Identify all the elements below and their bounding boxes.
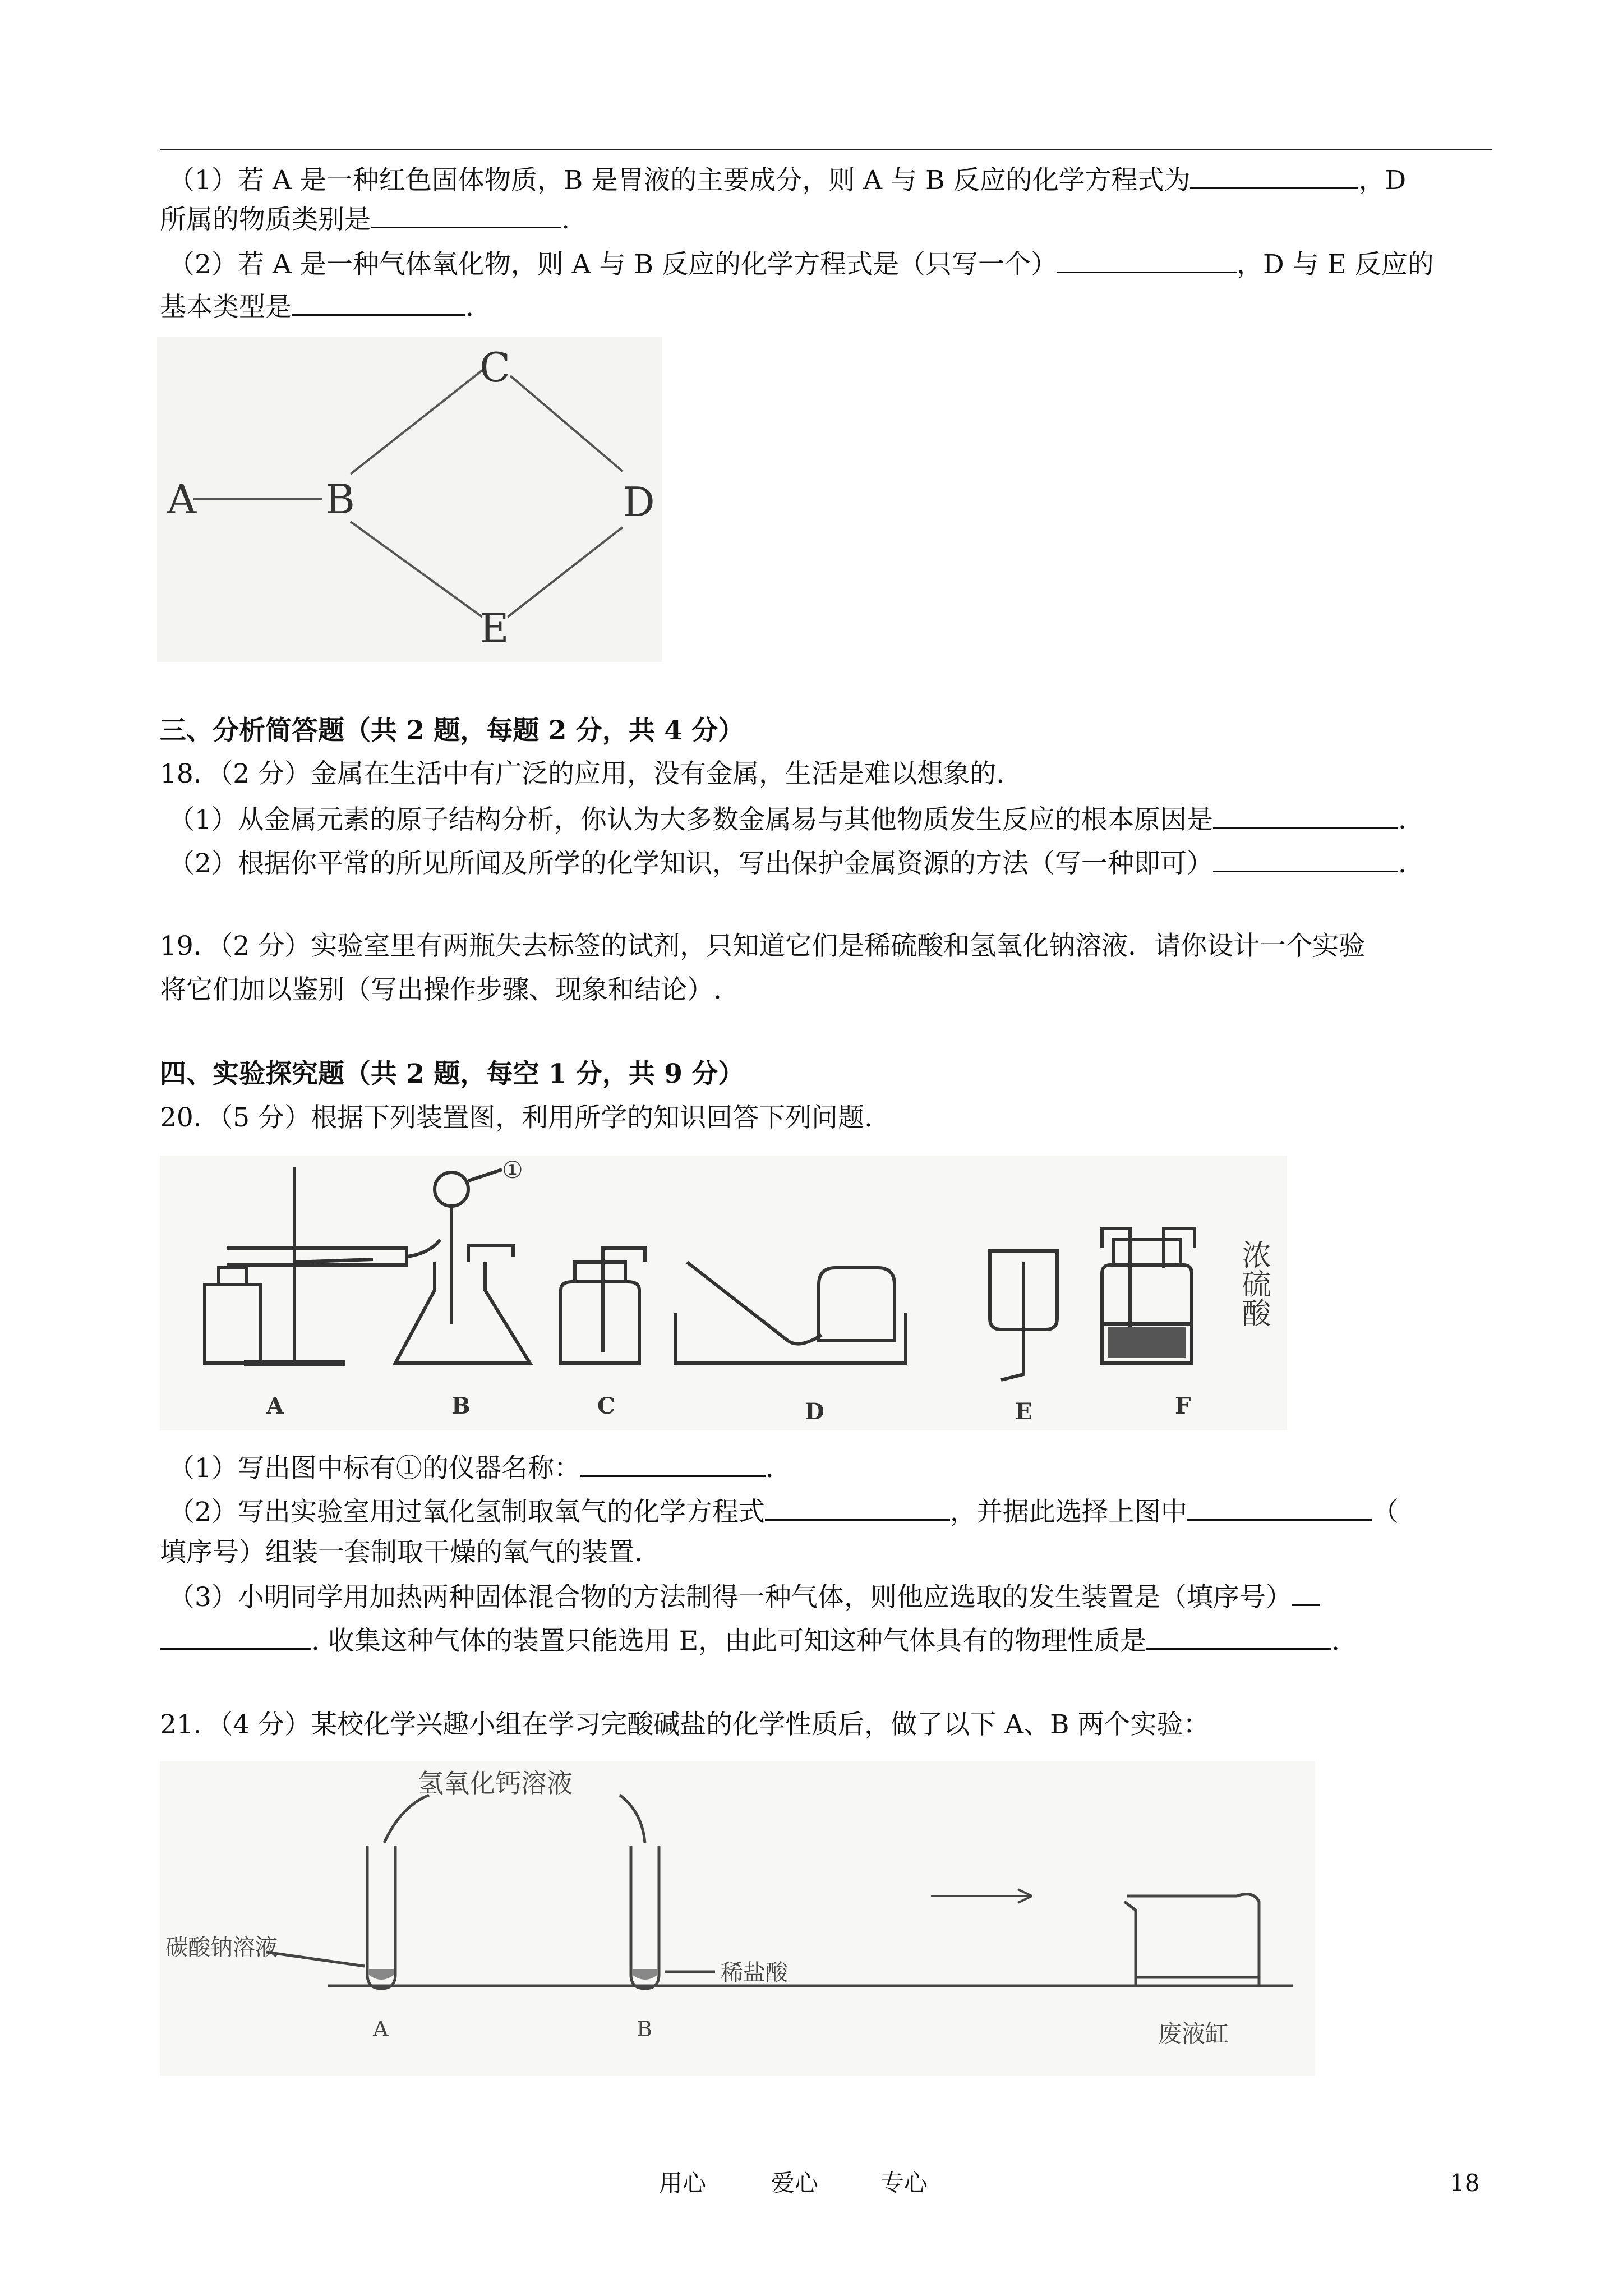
footer-word-1: 用心 — [659, 2169, 707, 2197]
answer-blank[interactable] — [1146, 1619, 1331, 1650]
q18-stem: 18．（2 分）金属在生活中有广泛的应用，没有金属，生活是难以想象的. — [160, 758, 1005, 789]
q18-part1: （1）从金属元素的原子结构分析，你认为大多数金属易与其他物质发生反应的根本原因是 . — [168, 798, 1503, 840]
q20-part2-line1: （2）写出实验室用过氧化氢制取氧气的化学方程式 ，并据此选择上图中 （ — [168, 1490, 1503, 1532]
node-e: E — [479, 605, 509, 652]
figure-background — [160, 1761, 1315, 2076]
q17-part1-line1: （1）若 A 是一种红色固体物质，B 是胃液的主要成分，则 A 与 B 反应的化学方程式为 ，D — [168, 158, 1503, 200]
label-f: F — [1175, 1393, 1191, 1419]
q21-stem: 21．（4 分）某校化学兴趣小组在学习完酸碱盐的化学性质后，做了以下 A、B 两个实验： — [160, 1709, 1210, 1740]
relation-diagram — [157, 337, 662, 662]
answer-blank[interactable] — [580, 1446, 766, 1477]
answer-blank[interactable] — [1190, 158, 1358, 189]
test-tube-figure — [160, 1761, 1315, 2076]
page-number: 18 — [1450, 2169, 1480, 2197]
answer-blank[interactable] — [160, 1619, 311, 1650]
answer-blank[interactable] — [1292, 1575, 1320, 1606]
label-b: B — [451, 1393, 471, 1419]
label-e: E — [1015, 1398, 1032, 1425]
answer-blank[interactable] — [292, 285, 465, 316]
q20-part1: （1）写出图中标有①的仪器名称： . — [168, 1446, 1503, 1488]
apparatus-figure — [160, 1156, 1287, 1430]
label-a: A — [266, 1393, 284, 1419]
label-concentrated-sulfuric-acid: 浓硫酸 — [1237, 1240, 1270, 1327]
node-b: B — [325, 476, 355, 523]
label-circled-1: ① — [502, 1156, 523, 1184]
label-b: B — [637, 2017, 652, 2041]
label-a: A — [373, 2017, 389, 2041]
node-c: C — [479, 344, 511, 391]
q17-part2-line1: （2）若 A 是一种气体氧化物，则 A 与 B 反应的化学方程式是（只写一个） ，D 与 E 反应的 — [168, 242, 1503, 284]
q20-part3-line1: （3）小明同学用加热两种固体混合物的方法制得一种气体，则他应选取的发生装置是（填序号） — [168, 1575, 1503, 1617]
answer-blank[interactable] — [765, 1490, 950, 1521]
label-dilute-hcl: 稀盐酸 — [721, 1960, 788, 1986]
q17-part2-line2: 基本类型是 . — [160, 285, 1495, 327]
answer-blank[interactable] — [1057, 242, 1237, 273]
label-waste-tank: 废液缸 — [1158, 2020, 1229, 2047]
answer-blank[interactable] — [1213, 841, 1398, 872]
answer-blank[interactable] — [371, 197, 561, 228]
q18-part2: （2）根据你平常的所见所闻及所学的化学知识，写出保护金属资源的方法（写一种即可） . — [168, 841, 1503, 884]
footer-word-2: 爱心 — [771, 2169, 819, 2197]
q17-part1-line2: 所属的物质类别是 . — [160, 197, 1495, 240]
header-rule — [160, 149, 1492, 150]
section-4-heading: 四、实验探究题（共 2 题，每空 1 分，共 9 分） — [160, 1059, 745, 1089]
node-a: A — [167, 476, 196, 523]
footer-word-3: 专心 — [880, 2169, 928, 2197]
label-d: D — [805, 1398, 824, 1425]
figure-background — [160, 1156, 1287, 1430]
q19-line2: 将它们加以鉴别（写出操作步骤、现象和结论）. — [160, 974, 722, 1005]
label-sodium-carbonate: 碳酸钠溶液 — [165, 1935, 278, 1961]
label-calcium-hydroxide: 氢氧化钙溶液 — [418, 1768, 573, 1798]
node-d: D — [623, 478, 655, 526]
section-3-heading: 三、分析简答题（共 2 题，每题 2 分，共 4 分） — [160, 715, 745, 746]
q20-stem: 20．（5 分）根据下列装置图，利用所学的知识回答下列问题. — [160, 1102, 873, 1133]
q19-line1: 19．（2 分）实验室里有两瓶失去标签的试剂，只知道它们是稀硫酸和氢氧化钠溶液．请你设计一个实验 — [160, 931, 1366, 961]
answer-blank[interactable] — [1187, 1490, 1372, 1521]
answer-blank[interactable] — [1213, 798, 1398, 829]
q20-part2-line2: 填序号）组装一套制取干燥的氧气的装置. — [160, 1537, 643, 1568]
label-c: C — [597, 1393, 615, 1419]
q20-part3-line2: . 收集这种气体的装置只能选用 E，由此可知这种气体具有的物理性质是 . — [160, 1619, 1495, 1661]
